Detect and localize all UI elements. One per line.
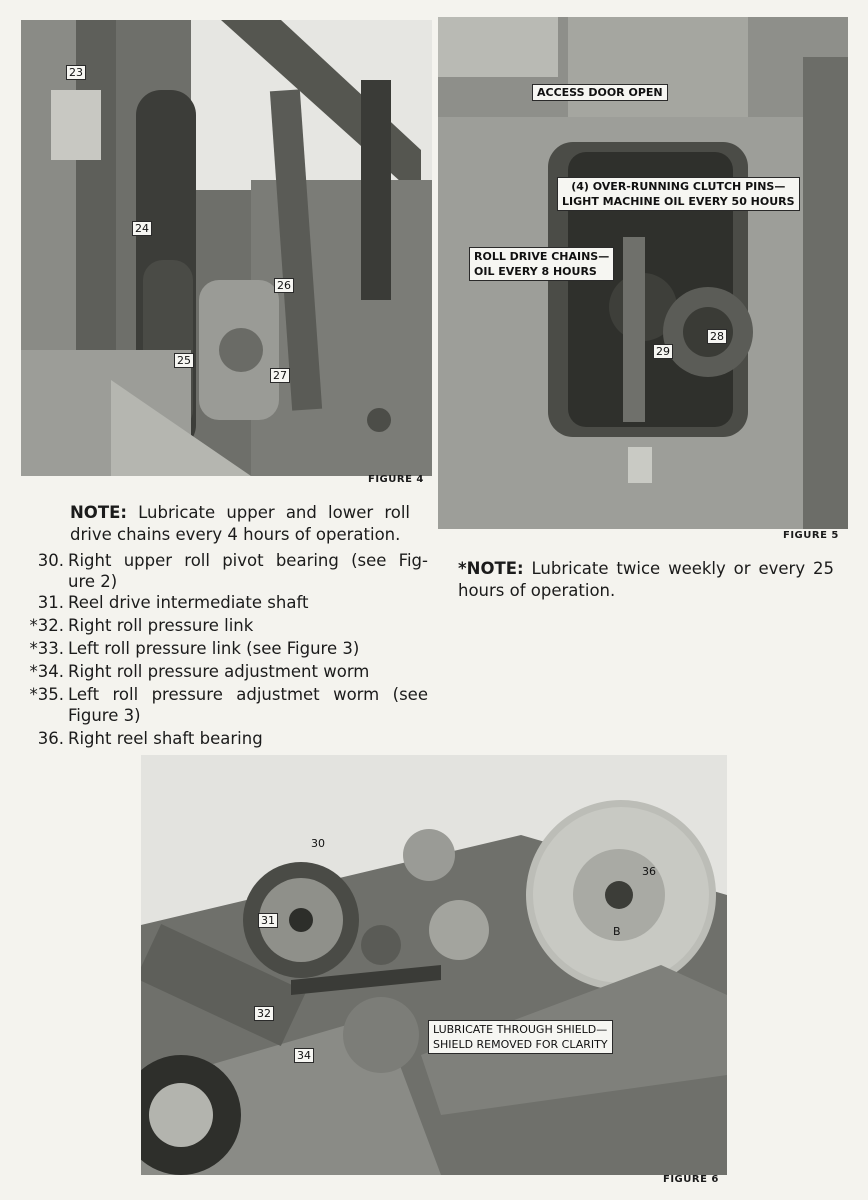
figure-6-photo	[141, 755, 727, 1175]
list-item-number: *35.	[29, 685, 64, 704]
parts-list	[18, 550, 428, 750]
list-item	[18, 550, 428, 592]
callout-26: 26	[274, 278, 294, 293]
list-item	[18, 661, 418, 683]
clutch-pins-line1: (4) OVER-RUNNING CLUTCH PINS—	[571, 180, 786, 193]
left-note-line2: drive chains every 4 hours of operation.	[70, 525, 401, 544]
list-item-line1: Right upper roll pivot bearing (see Fig-	[68, 551, 428, 570]
left-note-line1	[70, 502, 410, 524]
list-item-number: 36.	[37, 729, 64, 748]
list-item-line2: ure 2)	[68, 572, 118, 591]
list-item-text	[68, 550, 428, 592]
list-item-line1: Left roll pressure adjustmet worm (see	[68, 685, 428, 704]
callout-28: 28	[707, 329, 727, 344]
figure-6-label: FIGURE 6	[663, 1174, 719, 1185]
list-item	[18, 615, 418, 637]
callout-27: 27	[270, 368, 290, 383]
callout-30: 30	[311, 837, 325, 850]
roll-drive-line2: OIL EVERY 8 HOURS	[474, 265, 597, 278]
list-item-text: Right reel shaft bearing	[68, 729, 263, 748]
access-door-callout: ACCESS DOOR OPEN	[532, 84, 668, 101]
list-item	[18, 684, 428, 728]
lubricate-shield-callout	[428, 1020, 613, 1054]
list-item-number: *32.	[29, 616, 64, 635]
left-note	[70, 502, 410, 546]
figure-4-label: FIGURE 4	[368, 474, 424, 485]
callout-29: 29	[653, 344, 673, 359]
figure-4-machinery	[21, 20, 432, 476]
right-note-line2: hours of operation.	[458, 581, 616, 600]
right-note-text1: Lubricate twice weekly or every 25	[523, 559, 834, 578]
clutch-pins-callout	[557, 177, 800, 211]
callout-36: 36	[642, 865, 656, 878]
list-item	[18, 728, 418, 750]
figure-6-machinery	[141, 755, 727, 1175]
list-item-text: Right roll pressure link	[68, 616, 254, 635]
roll-drive-callout	[469, 247, 614, 281]
callout-34: 34	[294, 1048, 314, 1063]
callout-31: 31	[258, 913, 278, 928]
right-note	[458, 558, 834, 602]
callout-23: 23	[66, 65, 86, 80]
right-note-line1	[458, 558, 834, 580]
callout-25: 25	[174, 353, 194, 368]
list-item-text	[68, 684, 428, 726]
list-item-text: Reel drive intermediate shaft	[68, 593, 309, 612]
list-item-text: Left roll pressure link (see Figure 3)	[68, 639, 360, 658]
list-item	[18, 638, 418, 660]
list-item	[18, 592, 418, 614]
list-item-number: 31.	[37, 593, 64, 612]
callout-32: 32	[254, 1006, 274, 1021]
callout-24: 24	[132, 221, 152, 236]
list-item-number: 30.	[37, 551, 64, 570]
figure-4-photo	[21, 20, 432, 476]
lubricate-line1: LUBRICATE THROUGH SHIELD—	[433, 1023, 608, 1036]
clutch-pins-line2: LIGHT MACHINE OIL EVERY 50 HOURS	[562, 195, 795, 208]
right-note-head: *NOTE:	[458, 559, 524, 578]
left-note-head: NOTE:	[70, 503, 127, 522]
lubricate-line2: SHIELD REMOVED FOR CLARITY	[433, 1038, 608, 1051]
list-item-line2: Figure 3)	[68, 706, 141, 725]
list-item-number: *33.	[29, 639, 64, 658]
figure-5-label: FIGURE 5	[783, 530, 839, 541]
left-note-text1: Lubricate upper and lower roll	[126, 503, 410, 522]
list-item-number: *34.	[29, 662, 64, 681]
callout-b: B	[613, 925, 621, 938]
list-item-text: Right roll pressure adjustment worm	[68, 662, 370, 681]
roll-drive-line1: ROLL DRIVE CHAINS—	[474, 250, 610, 263]
